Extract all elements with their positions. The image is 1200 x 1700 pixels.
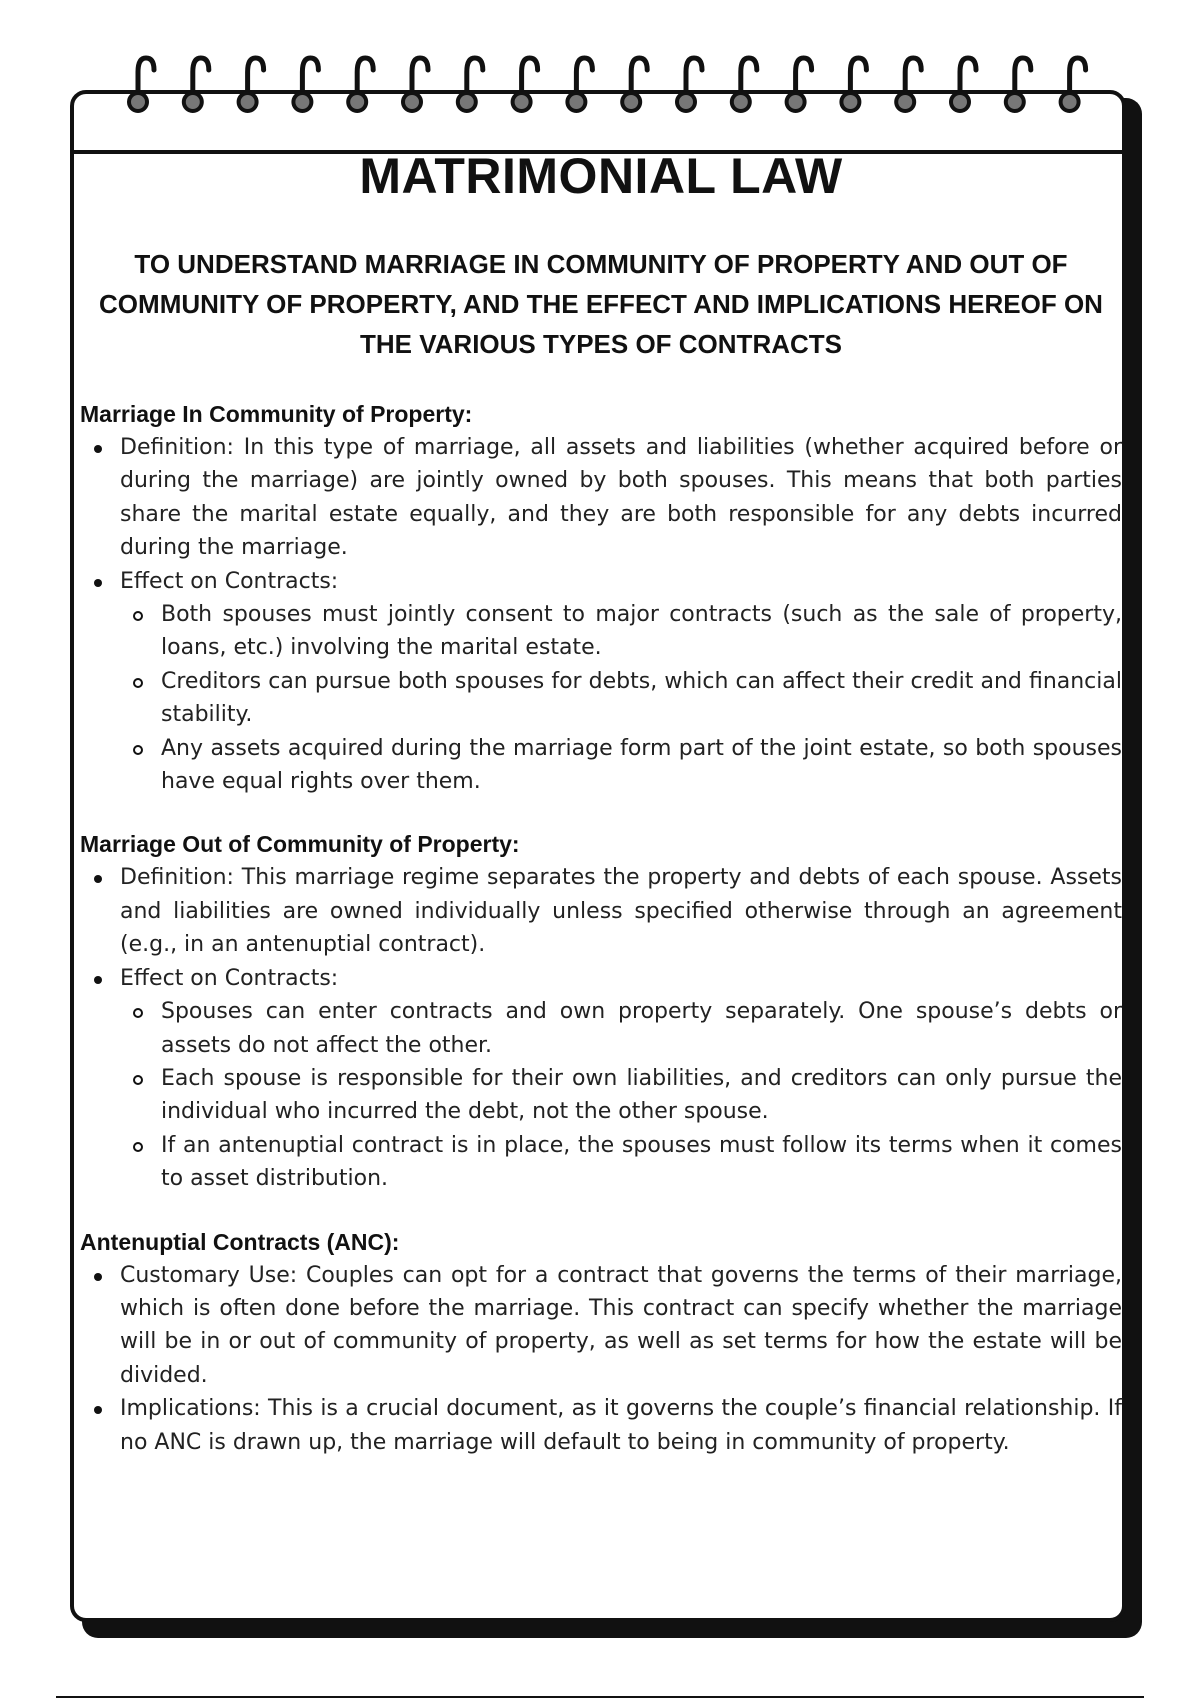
effect-sub-item: Spouses can enter contracts and own property separately. One spouse’s debts or assets do not affect the other. <box>120 995 1122 1062</box>
section-in-community <box>80 398 1122 798</box>
effect-sub-item: If an antenuptial contract is in place, the spouses must follow its terms when it comes to asset distribution. <box>120 1129 1122 1196</box>
bullet-list <box>80 861 1122 1195</box>
anc-item: Implications: This is a crucial document, as it governs the couple’s financial relationship. If no ANC is drawn up, the marriage will default to being in community of property. <box>80 1392 1122 1459</box>
anc-item: Customary Use: Couples can opt for a contract that governs the terms of their marriage, which is often done before the marriage. This contract can specify whether the marriage will be in or out of community of property, as well as set terms for how the estate will be divided. <box>80 1259 1122 1393</box>
effect-label: Effect on Contracts: <box>120 568 339 594</box>
bullet-list <box>80 431 1122 798</box>
effect-item <box>80 565 1122 799</box>
section-heading: Marriage In Community of Property: <box>80 401 473 427</box>
effect-sub-item: Each spouse is responsible for their own liabilities, and creditors can only pursue the individual who incurred the debt, not the other spouse. <box>120 1062 1122 1129</box>
page-bottom-rule <box>56 1696 1144 1698</box>
section-heading: Antenuptial Contracts (ANC): <box>80 1228 400 1255</box>
bullet-list <box>80 1259 1122 1459</box>
section-heading: Marriage Out of Community of Property: <box>80 831 520 858</box>
effect-sub-item: Both spouses must jointly consent to major contracts (such as the sale of property, loans, etc.) involving the marital estate. <box>120 598 1122 665</box>
section-anc <box>80 1226 1122 1459</box>
effect-sub-item: Creditors can pursue both spouses for debts, which can affect their credit and financial stability. <box>120 665 1122 732</box>
document-content <box>80 146 1122 1489</box>
page-subtitle: TO UNDERSTAND MARRIAGE IN COMMUNITY OF PROPERTY AND OUT OF COMMUNITY OF PROPERTY, AND THE EFFECT AND IMPLICATIONS HEREOF ON THE VARIOUS TYPES OF CONTRACTS <box>99 249 1103 359</box>
effect-sub-list <box>120 598 1122 798</box>
effect-item <box>80 962 1122 1196</box>
definition-item: Definition: In this type of marriage, all assets and liabilities (whether acquired before or during the marriage) are jointly owned by both spouses. This means that both parties share the marital estate equally, and they are both responsible for any debts incurred during the marriage. <box>80 431 1122 565</box>
effect-label: Effect on Contracts: <box>120 965 339 991</box>
effect-sub-item: Any assets acquired during the marriage form part of the joint estate, so both spouses have equal rights over them. <box>120 732 1122 799</box>
section-out-of-community <box>80 828 1122 1195</box>
effect-sub-list <box>120 995 1122 1195</box>
definition-item: Definition: This marriage regime separates the property and debts of each spouse. Assets and liabilities are owned individually unless specified otherwise through an agreement (e.g., in an antenuptial contract). <box>80 861 1122 961</box>
page-title: MATRIMONIAL LAW <box>359 148 843 204</box>
